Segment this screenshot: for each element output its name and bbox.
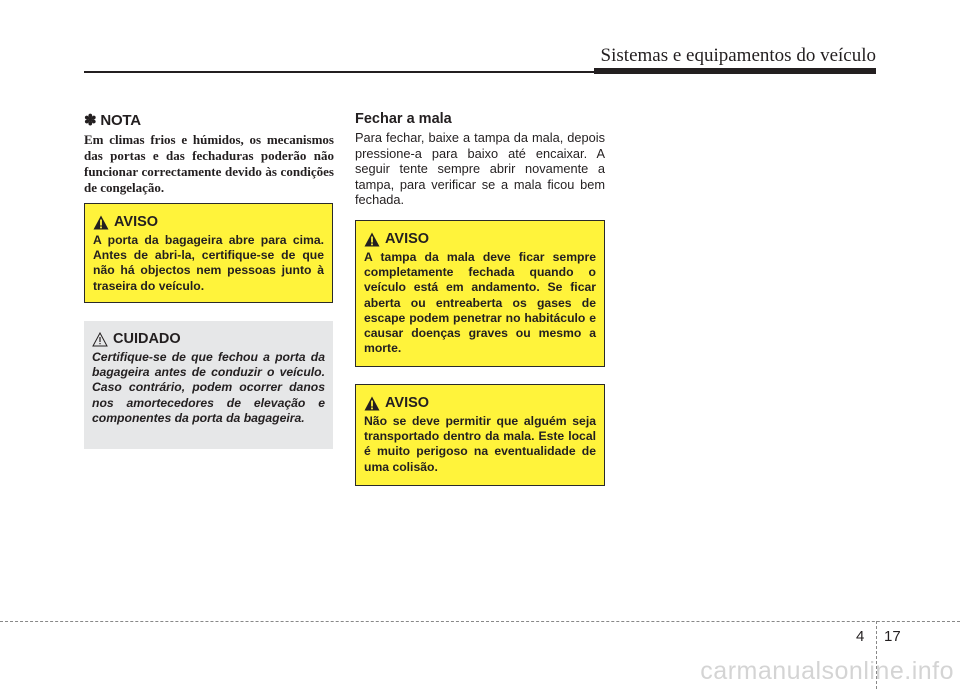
warning-triangle-icon bbox=[93, 215, 109, 230]
caution-box-trunk-close bbox=[84, 321, 333, 449]
warning-title-row bbox=[364, 231, 596, 247]
middle-column bbox=[355, 111, 605, 208]
page-number: 17 bbox=[884, 628, 901, 645]
warning-title: AVISO bbox=[114, 214, 159, 230]
fechar-body: Para fechar, baixe a tampa da mala, depois pressione-a para baixo até encaixar. A seguir tente sempre abrir novamente a tampa, para verificar se a mala ficou bem fechada. bbox=[355, 130, 605, 207]
warning-body: A tampa da mala deve ficar sempre completamente fechada quando o veículo está em andamento. Se ficar aberta ou entreaberta os gases de escape podem penetrar no habitáculo e causar doenças graves ou mesmo a morte. bbox=[364, 250, 596, 356]
warning-title-row bbox=[93, 214, 324, 230]
warning-box-no-passengers bbox=[355, 384, 605, 486]
watermark: carmanualsonline.info bbox=[700, 657, 954, 685]
warning-title: AVISO bbox=[385, 231, 430, 247]
warning-box-trunk-open bbox=[84, 203, 333, 303]
warning-triangle-icon bbox=[364, 232, 380, 247]
caution-body: Certifique-se de que fechou a porta da bagageira antes de conduzir o veículo. Caso contrário, podem ocorrer danos nos amortecedores de elevação e componentes da porta da bagageira. bbox=[92, 350, 325, 425]
warning-body: Não se deve permitir que alguém seja transportado dentro da mala. Este local é muito perigoso na eventualidade de uma colisão. bbox=[364, 414, 596, 474]
chapter-number: 4 bbox=[856, 628, 865, 645]
caution-title: CUIDADO bbox=[113, 331, 181, 347]
left-column bbox=[84, 111, 334, 196]
nota-body: Em climas frios e húmidos, os mecanismos das portas e das fechaduras poderão não funcionar correctamente devido às condições de congelação. bbox=[84, 132, 334, 195]
warning-body: A porta da bagageira abre para cima. Antes de abri-la, certifique-se de que não há objectos nem pessoas junto à traseira do veículo. bbox=[93, 233, 324, 293]
warning-triangle-icon bbox=[364, 396, 380, 411]
warning-box-trunk-closed-driving bbox=[355, 220, 605, 367]
nota-heading: ✽ NOTA bbox=[84, 112, 141, 129]
caution-triangle-icon bbox=[92, 332, 108, 347]
header-rule-accent bbox=[594, 68, 876, 74]
warning-title: AVISO bbox=[385, 395, 430, 411]
footer-divider bbox=[0, 621, 960, 622]
caution-title-row bbox=[92, 331, 325, 347]
header-title: Sistemas e equipamentos do veículo bbox=[600, 45, 876, 66]
fechar-heading: Fechar a mala bbox=[355, 111, 452, 127]
warning-title-row bbox=[364, 395, 596, 411]
